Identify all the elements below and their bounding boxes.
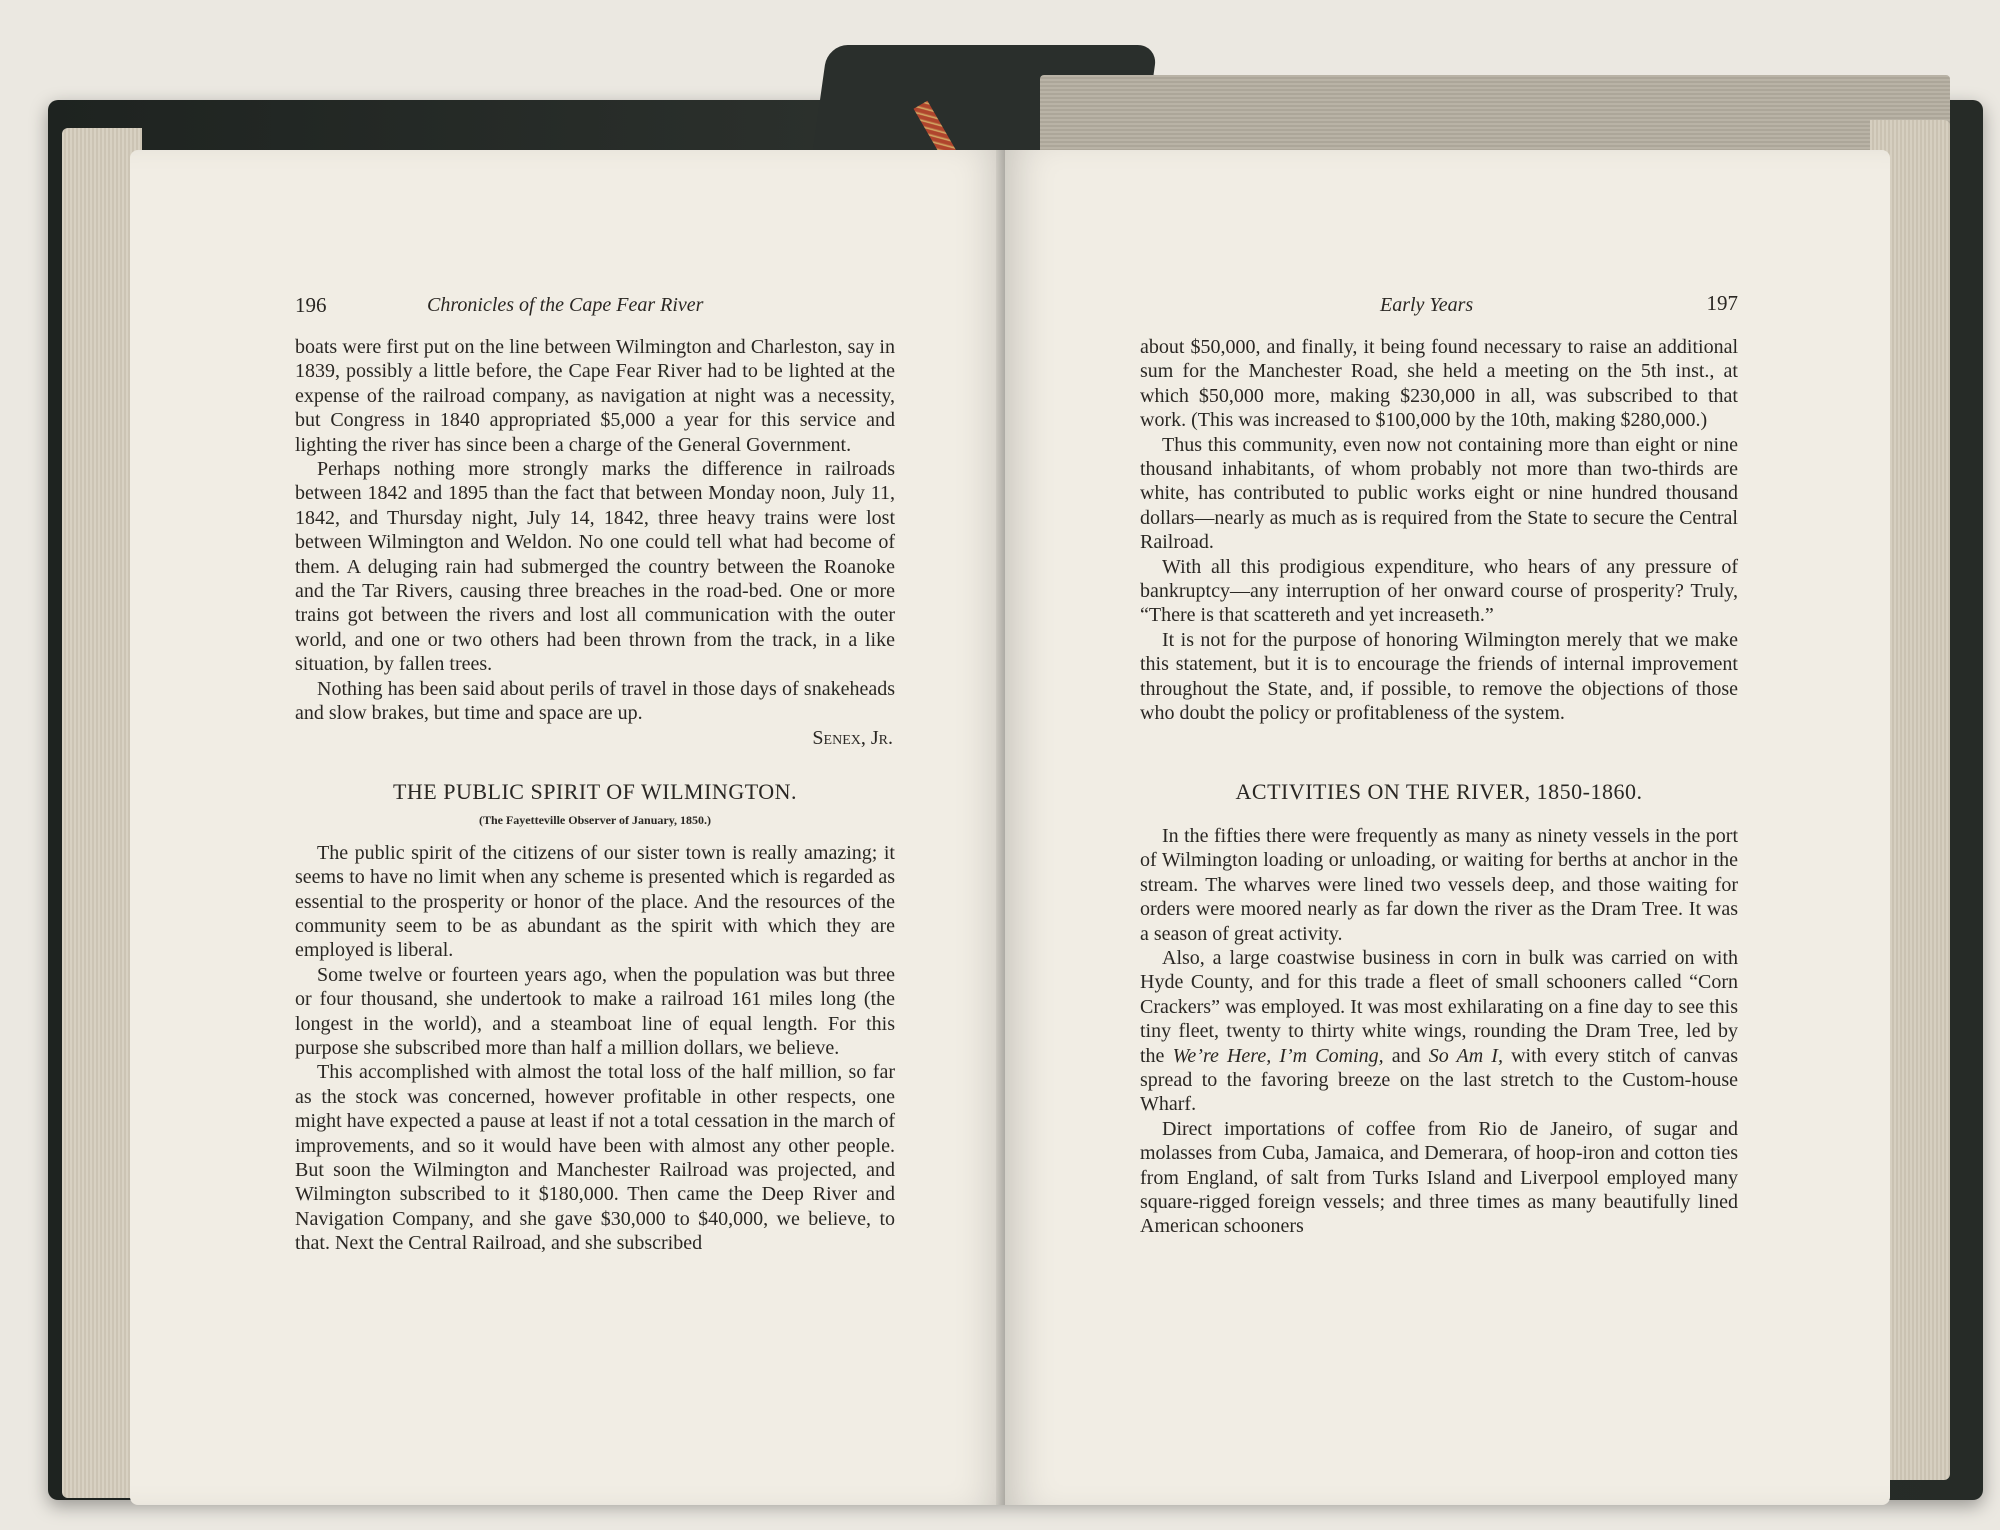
paragraph-text: with every stitch of canvas spread to the favoring breeze on the last stretch to the Custom-house Wharf. — [1140, 1044, 1738, 1116]
vessel-name: So Am I, — [1428, 1044, 1503, 1067]
paragraph: With all this prodigious expenditure, who hears of any pressure of bankruptcy—any interruption of her onward course of prosperity? Truly, “There is that scattereth and yet increaseth.” — [1140, 555, 1738, 627]
paragraph: It is not for the purpose of honoring Wilmington merely that we make this statement, but it is to encourage the friends of internal improvement throughout the State, and, if possible, to remove the objections of those who doubt the policy or profitableness of the system. — [1140, 628, 1738, 725]
paragraph: Direct importations of coffee from Rio de Janeiro, of sugar and molasses from Cuba, Jamaica, and Demerara, of hoop-iron and cotton ties from England, of salt from Turks Island and Liverpool employed many square-rigged foreign vessels; and three times as many beautifully lined American schooners — [1140, 1117, 1738, 1238]
paragraph: boats were first put on the line between Wilmington and Charleston, say in 1839, possibly a little before, the Cape Fear River had to be lighted at the expense of the railroad company, as navigation at night was a necessity, but Congress in 1840 appropriated $5,000 a year for this service and lighting the river has since been a charge of the General Government. — [295, 336, 895, 456]
paragraph: Nothing has been said about perils of travel in those days of snakeheads and slow brakes, but time and space are up. — [295, 677, 895, 725]
right-page — [1005, 150, 1890, 1505]
paragraph: Perhaps nothing more strongly marks the difference in railroads between 1842 and 1895 than the fact that between Monday noon, July 11, 1842, and Thursday night, July 14, 1842, three heavy trains were lost between Wilmington and Weldon. No one could tell what had become of them. A deluging rain had submerged the country between the Roanoke and the Tar Rivers, causing three breaches in the road-bed. One or more trains got between the rivers and lost all communication with the outer world, and one or two others had been thrown from the track, in a like situation, by fallen trees. — [295, 458, 895, 676]
vessel-name: We’re Here, I’m Coming, — [1172, 1044, 1384, 1067]
paragraph-text: and — [1383, 1044, 1429, 1067]
running-head: Early Years — [1380, 294, 1474, 316]
paragraph-text: Also, a large coastwise business in corn in bulk was carried on with Hyde County, and for this trade a fleet of small schooners called “Corn Crackers” was employed. It was most exhilarating on a fine day to see this tiny fleet, twenty to thirty white wings, rounding the Dram Tree, led by the — [1140, 946, 1738, 1067]
paragraph: In the fifties there were frequently as many as ninety vessels in the port of Wilmington loading or unloading, or waiting for berths at anchor in the stream. The wharves were lined two vessels deep, and those waiting for orders were moored nearly as far down the river as the Dram Tree. It was a season of great activity. — [1140, 824, 1738, 945]
signature: Senex, Jr. — [812, 726, 893, 749]
paragraph: about $50,000, and finally, it being found necessary to raise an additional sum for the Manchester Road, she held a meeting on the 5th inst., at which $50,000 more, making $230,000 in all, was subscribed to that work. (This was increased to $100,000 by the 10th, making $280,000.) — [1140, 336, 1738, 432]
running-head: Chronicles of the Cape Fear River — [427, 294, 704, 316]
paragraph: Some twelve or fourteen years ago, when the population was but three or four thousand, she undertook to make a railroad 161 miles long (the longest in the world), and a steamboat line of equal length. For this purpose she subscribed more than half a million dollars, we believe. — [295, 963, 895, 1059]
left-page — [130, 150, 1005, 1505]
section-title: THE PUBLIC SPIRIT OF WILMINGTON. — [392, 778, 798, 804]
left-page-body — [295, 335, 895, 1256]
left-page-header — [295, 293, 895, 323]
right-page-body — [1140, 335, 1738, 1239]
right-page-header — [1140, 293, 1738, 323]
page-number: 196 — [295, 293, 327, 317]
paragraph — [1140, 946, 1738, 1117]
paragraph: This accomplished with almost the total loss of the half million, so far as the stock was concerned, however profitable in other respects, one might have expected a pause at least if not a total cessation in the march of improvements, and so it would have been with almost any other people. But soon the Wilmington and Manchester Railroad was projected, and Wilmington subscribed to it $180,000. Then came the Deep River and Navigation Company, and she gave $30,000 to $40,000, we believe, to that. Next the Central Railroad, and she subscribed — [295, 1061, 895, 1255]
page-number: 197 — [1706, 291, 1738, 315]
paragraph: Thus this community, even now not containing more than eight or nine thousand inhabitants, of whom probably not more than two-thirds are white, has contributed to public works eight or nine hundred thousand dollars—nearly as much as is required from the State to secure the Central Railroad. — [1140, 433, 1738, 554]
section-title: ACTIVITIES ON THE RIVER, 1850-1860. — [1235, 778, 1643, 804]
section-subtitle: (The Fayetteville Observer of January, 1850.) — [478, 813, 712, 828]
paragraph: The public spirit of the citizens of our sister town is really amazing; it seems to have no limit when any scheme is presented which is regarded as essential to the prosperity or honor of the place. And the resources of the community seem to be as abundant as the spirit with which they are employed is liberal. — [295, 841, 895, 962]
